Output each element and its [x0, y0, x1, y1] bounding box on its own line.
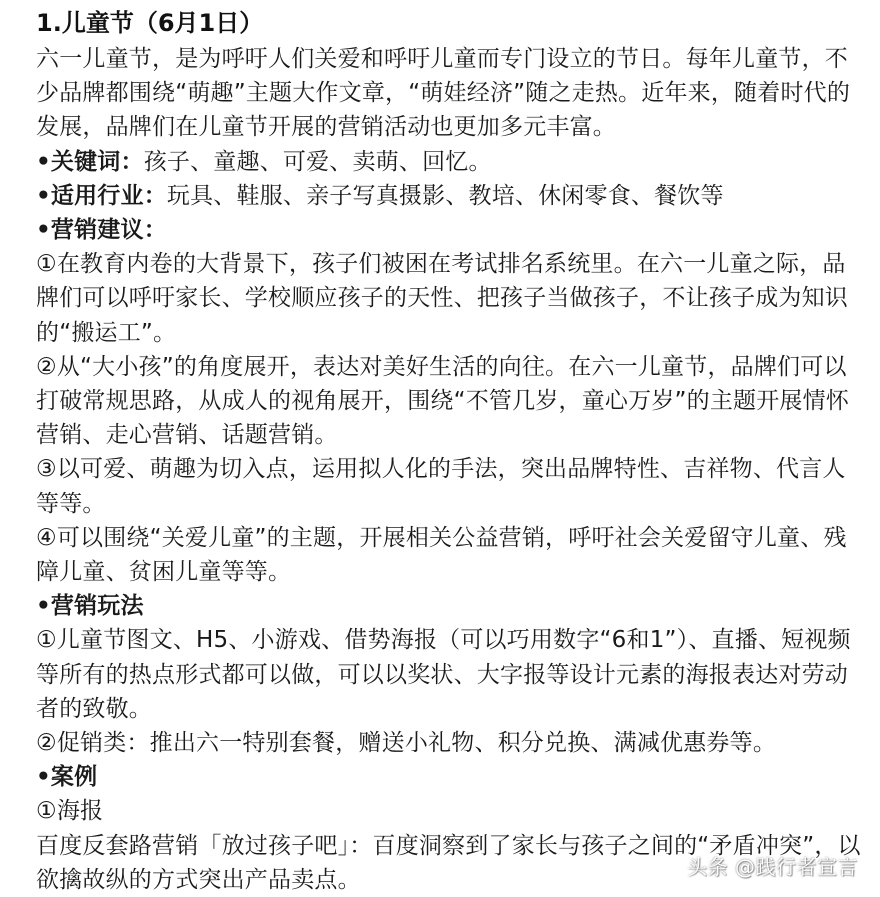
- industries-line: [36, 179, 866, 213]
- case-subheading: ①海报: [36, 798, 104, 825]
- source-watermark: 头条 @践行者宣言: [687, 855, 858, 879]
- suggestion-item: ②从“大小孩”的角度展开，表达对美好生活的向往。在六一儿童节，品牌们可以打破常规思路，从成人的视角展开，围绕“不管几岁，童心万岁”的主题开展情怀营销、走心营销、话题营销。: [36, 353, 850, 449]
- tactic-item: ②促销类：推出六一特别套餐，赠送小礼物、积分兑换、满减优惠券等。: [36, 730, 777, 757]
- case-text: 百度反套路营销「放过孩子吧」：百度洞察到了家长与孩子之间的“矛盾冲突”，以欲擒故纵的方式突出产品卖点。: [36, 832, 861, 893]
- suggestion-item: ③以可爱、萌趣为切入点，运用拟人化的手法，突出品牌特性、吉祥物、代言人等等。: [36, 456, 846, 517]
- industries-label: •适用行业：: [36, 182, 167, 209]
- tactics-heading: •营销玩法: [36, 593, 144, 620]
- suggestions-heading: •营销建议：: [36, 217, 167, 244]
- keywords-value: 孩子、童趣、可爱、卖萌、回忆。: [143, 148, 492, 175]
- keywords-line: [36, 145, 866, 179]
- suggestion-item: ①在教育内卷的大背景下，孩子们被困在考试排名系统里。在六一儿童之际，品牌们可以呼吁家长、学校顺应孩子的天性、把孩子当做孩子，不让孩子成为知识的“搬运工”。: [36, 251, 848, 346]
- section-title: 1.儿童节（6月1日）: [36, 9, 264, 37]
- cases-heading: •案例: [36, 764, 98, 791]
- keywords-label: •关键词：: [36, 148, 144, 175]
- intro-paragraph: 六一儿童节，是为呼吁人们关爱和呼吁儿童而专门设立的节日。每年儿童节，不少品牌都围绕“萌趣”主题大作文章，“萌娃经济”随之走热。近年来，随着时代的发展，品牌们在儿童节开展的营销活动也更加多元丰富。: [36, 46, 851, 141]
- tactic-item: ①儿童节图文、H5、小游戏、借势海报（可以巧用数字“6和1”）、直播、短视频等所有的热点形式都可以做，可以以奖状、大字报等设计元素的海报表达对劳动者的致敬。: [36, 627, 851, 722]
- industries-value: 玩具、鞋服、亲子写真摄影、教培、休闲零食、餐饮等: [166, 182, 724, 209]
- suggestion-item: ④可以围绕“关爱儿童”的主题，开展相关公益营销，呼吁社会关爱留守儿童、残障儿童、贫困儿童等等。: [36, 524, 847, 586]
